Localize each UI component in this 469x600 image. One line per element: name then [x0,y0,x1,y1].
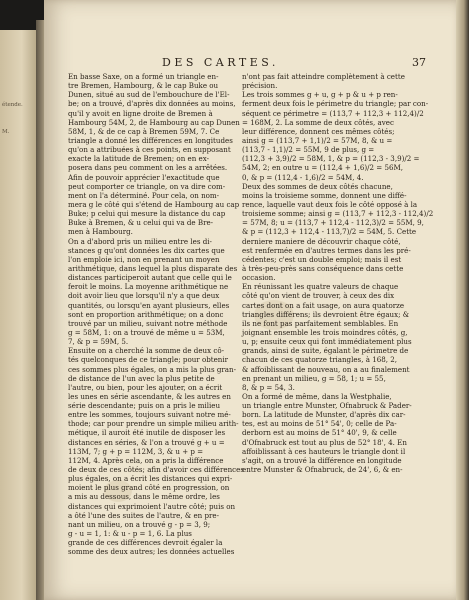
text-line: Dunen, situé au sud de l'embouchure de l'El- [68,90,230,100]
left-page-fragment: M. [2,129,10,136]
book-page [44,0,460,600]
left-page-fragment [2,338,32,347]
text-line: a ôté l'une des suites de l'autre, & en pre- [68,510,220,520]
left-page-fragment [2,447,32,456]
text-line: joignant ensemble les trois moindres côtés, g, [242,327,408,337]
left-page-fragment [2,137,32,146]
text-line: trouvé par un milieu, suivant notre méthode [68,318,228,328]
left-page-fragment [2,173,32,182]
text-line: qu'il y avoit en ligne droite de Bremen à [68,108,213,118]
text-line: En basse Saxe, on a formé un triangle en- [68,72,219,81]
text-line: 58M, 1, & de ce cap à Bremen 59M, 7. Ce [68,126,220,136]
text-line: cédentes; c'est un double emploi; mais il est [242,254,402,264]
left-page-fragment [2,292,32,301]
left-page-fragment [2,438,32,447]
left-page-fragment [2,475,32,484]
text-line: Buke; p celui qui mesure la distance du cap [68,209,226,219]
text-line: les unes en série ascendante, & les autres en [68,391,231,401]
text-line: est renfermée en d'autres termes dans les pré- [242,245,411,255]
text-line: 112M, 4. Après cela, on a pris la différence [68,455,224,465]
text-line: leur différence, donnent ces mêmes côtés; [242,126,395,136]
text-line: nant un milieu, on a trouvé g - p = 3, 9; [68,519,211,529]
text-line: d'Ofnabruck est tout au plus de 52° 18', 4. En [242,437,407,447]
text-line: thode; car pour prendre un simple milieu arith- [68,419,239,429]
text-column-right [242,72,434,475]
left-page-fragment [2,118,32,127]
text-line: arithmétique, dans lequel la plus disparate des [68,263,238,273]
text-line: qu'on a attribuées à ces points, en supposant [68,145,231,155]
text-line: entre les sommes, toujours suivant notre mé- [68,410,231,420]
text-line: 8, & p = 54, 3. [242,382,295,392]
left-page-fragment [2,365,32,374]
left-page-fragment [2,402,32,411]
text-line: s'agit, on a trouvé la différence en longitude [242,455,402,465]
page-number: 37 [412,56,426,69]
text-line: de deux de ces côtés; afin d'avoir ces différences [68,465,244,475]
left-page-fragment [2,283,32,292]
text-line: posera dans peu comment on les a arrêtées. [68,163,228,173]
text-line: triangle a donné les différences en longitudes [68,135,233,145]
left-page-fragment [2,109,32,118]
text-line: g - u = 1, 1: & u - p = 1, 6. La plus [68,529,192,539]
text-line: métique, il auroit été inutile de disposer les [68,428,226,438]
text-line: On a d'abord pris un milieu entre les di- [68,236,212,246]
text-line: u, p; ensuite ceux qui font immédiatement plus [242,337,412,347]
text-line: stances g qu'ont données les dix cartes que [68,245,225,255]
text-line: & affoiblissant de nouveau, on a au finalement [242,364,410,374]
text-line: entre Munster & Ofnabruck, de 24', 6, & en- [242,465,403,475]
text-line: distances en séries, & l'on a trouvé g + u = [68,437,225,447]
text-line: En réunissant les quatre valeurs de chaque [242,282,399,292]
running-head: DES CARTES. [162,56,279,69]
left-page-fragment [2,466,32,475]
text-line: 0, & p = (112,4 - 1,6)/2 = 54M, 4. [242,172,364,182]
text-line: Hambourg 54M, 2, de Hambourg au cap Dunen [68,117,240,127]
text-line: à très-peu-près sans conséquence dans cette [242,263,404,273]
text-line: On a formé de même, dans la Westphalie, [242,391,392,401]
left-page-fragment [2,219,32,228]
text-line: derniere maniere de découvrir chaque côté, [242,236,401,246]
left-page-fragment [2,301,32,310]
text-line: feroit le moins. La moyenne arithmétique ne [68,282,229,292]
text-line: l'autre, ou bien, pour les ajouter, on a écrit [68,382,223,392]
text-line: précision. [242,81,278,91]
text-line: sont en proportion arithmétique; on a donc [68,309,224,319]
left-page-fragment [2,182,32,191]
text-line: & p = (112,3 + 112,4 - 113,7)/2 = 54M, 5. Cette [242,227,417,237]
text-line: g = 58M, 1: on a trouvé de même u = 53M, [68,327,225,337]
text-line: troisieme somme; ainsi g = (113,7 + 112,3 - 112,4)/2 [242,209,434,219]
page-header [44,56,460,70]
text-line: be; on a trouvé, d'après dix données au moins, [68,99,236,109]
text-line: l'on emploie ici, non en prenant un moyen [68,254,220,264]
left-page-fragment [2,146,32,155]
left-page-fragment [2,201,32,210]
text-line: séquent ce périmetre = (113,7 + 112,3 + 112,4)/2 [242,108,424,118]
text-line: n'ont pas fait atteindre complètement à cette [242,72,405,81]
text-column-left [68,72,244,557]
text-line: moient le plus grand côté en progression, on [68,483,230,493]
text-line: = 57M, 8; u = (113,7 + 112,4 - 112,3)/2 = 55M, 9, [242,218,424,228]
text-line: plus égales, on a écrit les distances qui expri- [68,474,233,484]
left-page-fragment [2,393,32,402]
right-page-edge [456,0,469,600]
text-line: 7, & p = 59M, 5. [68,337,129,347]
text-line: 54M, 2; en outre u = (112,4 + 1,6)/2 = 56M, [242,163,404,173]
left-page-fragment [2,456,32,465]
left-page-text-fragments [2,100,32,484]
left-page-fragment [2,210,32,219]
text-line: de distance de l'un avec la plus petite de [68,373,215,383]
left-page-fragment [2,228,32,237]
text-line: ces sommes plus égales, on a mis la plus gran- [68,364,237,374]
left-page-fragment [2,411,32,420]
text-line: tes, est au moins de 51° 54', 0; celle de Pa- [242,419,397,429]
text-line: ainsi g = (113,7 + 1,1)/2 = 57M, 8, & u = [242,135,393,145]
left-page-fragment [2,255,32,264]
text-line: côté qu'on vient de trouver, à ceux des dix [242,291,395,301]
left-page-fragment [2,429,32,438]
text-line: 113M, 7; g + p = 112M, 3, & u + p = [68,446,204,456]
left-page-fragment [2,164,32,173]
text-line: affoiblissant à ces hauteurs le triangle dont il [242,446,406,456]
left-page-fragment [2,274,32,283]
text-line: mera g le côté qui s'étend de Hambourg au cap [68,199,240,209]
text-line: (112,3 + 3,9)/2 = 58M, 1, & p = (112,3 - 3,9)/2 = [242,154,420,164]
left-page-fragment [2,191,32,200]
text-line: ferment deux fois le périmetre du triangle; par con- [242,99,429,109]
text-line: distances qui exprimoient l'autre côté; puis on [68,501,236,511]
text-line: en prenant un milieu, g = 58, 1; u = 55, [242,373,386,383]
text-line: exacte la latitude de Bremen; on en ex- [68,154,210,164]
text-line: grands, ainsi de suite, égalant le périmetre de [242,346,409,356]
text-line: tre Bremen, Hambourg, & le cap Buke ou [68,81,219,91]
text-line: distances participeroit autant que celle qui le [68,273,232,283]
text-line: grande de ces différences devroit égaler la [68,538,223,548]
text-line: ment on l'a déterminé. Pour cela, on nom- [68,190,220,200]
text-line: Ensuite on a cherché la somme de deux cô- [68,346,225,356]
text-line: cartes dont on a fait usage, on aura quatorze [242,300,405,310]
text-line: Deux des sommes de deux côtés chacune, [242,181,393,191]
left-page-fragment [2,155,32,164]
text-line: un triangle entre Munster, Ofnabruck & Pader- [242,401,412,411]
left-page-fragment [2,319,32,328]
left-page-fragment [2,329,32,338]
left-page-fragment [2,347,32,356]
left-page-fragment [2,374,32,383]
text-line: tés quelconques de ce triangle; pour obtenir [68,355,229,365]
left-page-edge [0,30,36,600]
text-line: occasion. [242,273,276,283]
text-line: a mis au dessous, dans le même ordre, les [68,492,220,502]
text-line: (113,7 - 1,1)/2 = 55M, 9 de plus, g = [242,145,375,155]
text-line: doit avoir lieu que lorsqu'il n'y a que deux [68,291,220,301]
text-line: somme des deux autres; les données actuelles [68,547,235,557]
text-line: peut comporter ce triangle, on va dire com- [68,181,226,191]
text-line: men à Hambourg. [68,227,133,237]
text-line: chacun de ces quatorze triangles, à 168, 2, [242,355,398,365]
left-page-fragment: étende. [2,102,23,108]
text-line: born. La latitude de Munster, d'après dix car- [242,410,406,420]
text-line: Les trois sommes g + u, g + p & u + p ren- [242,90,398,100]
left-page-fragment [2,383,32,392]
text-line: moins la troisieme somme, donnent une diffé- [242,190,407,200]
text-line: quantités, ou lorsqu'en ayant plusieurs, elles [68,300,230,310]
text-line: Buke à Bremen, & u celui qui va de Bre- [68,218,214,228]
text-line: derborn est au moins de 51° 40', 9, & celle [242,428,397,438]
left-page-fragment [2,265,32,274]
text-line: ils ne font pas parfaitement semblables. En [242,318,399,328]
left-page-fragment [2,356,32,365]
text-line: série descendante; puis on a pris le milieu [68,401,221,411]
left-page-fragment [2,237,32,246]
text-line: = 168M, 2. La somme de deux côtés, avec [242,117,394,127]
left-page-fragment [2,246,32,255]
left-page-fragment [2,310,32,319]
text-line: Afin de pouvoir apprécier l'exactitude que [68,172,220,182]
text-line: rence, laquelle vaut deux fois le côté opposé à la [242,199,418,209]
left-page-fragment [2,420,32,429]
text-line: triangles différens; ils devroient être égaux; & [242,309,410,319]
